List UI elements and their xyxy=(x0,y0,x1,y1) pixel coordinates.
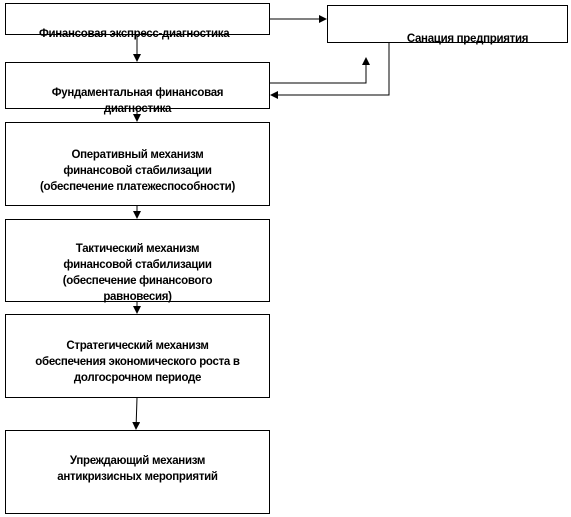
arrow-sanation-to-fundamental xyxy=(271,43,389,95)
arrow-strategic-to-preventive xyxy=(136,398,137,429)
tactical-mechanism-label: Тактический механизм финансовой стабилизации (обеспечение финансового равновесия) xyxy=(62,243,213,303)
arrow-fundamental-to-sanation xyxy=(270,58,366,83)
operative-mechanism-label: Оперативный механизм финансовой стабилизации (обеспечение платежеспособности) xyxy=(40,149,235,193)
sanation-label: Санация предприятия xyxy=(406,33,529,45)
strategic-mechanism-label: Стратегический механизм обеспечения экономического роста в долгосрочном периоде xyxy=(35,340,240,384)
preventive-mechanism-label: Упреждающий механизм антикризисных мероприятий xyxy=(57,455,218,483)
fundamental-diagnostics-label: Фундаментальная финансовая диагностика xyxy=(51,87,224,115)
express-diagnostics-label: Финансовая экспресс-диагностика xyxy=(39,28,230,40)
